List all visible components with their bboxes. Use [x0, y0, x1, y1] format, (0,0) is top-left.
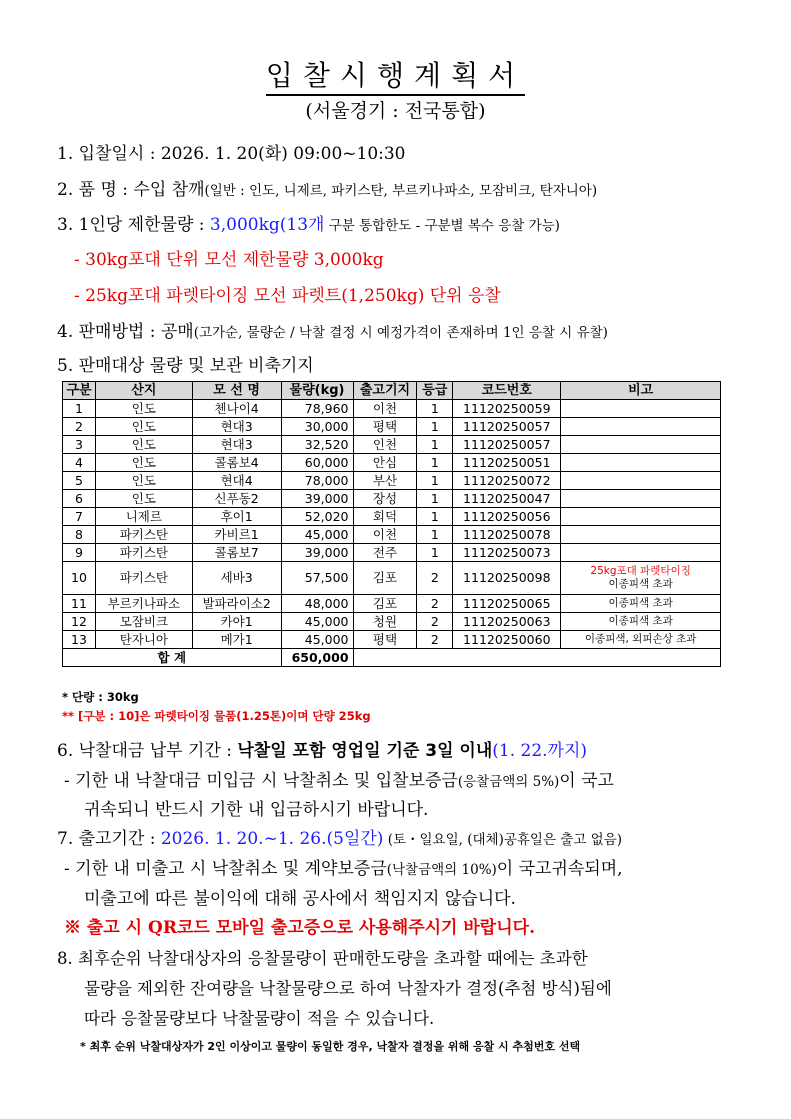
cell-depot: 회덕 [353, 508, 417, 526]
cell-no: 2 [63, 418, 96, 436]
item-8-footnote: * 최후 순위 낙찰대상자가 2인 이상이고 물량이 동일한 경우, 낙찰자 결정을 위해 응찰 시 추첨번호 선택 [80, 1040, 581, 1053]
cell-depot: 평택 [353, 631, 417, 649]
cell-ship: 카야1 [192, 613, 281, 631]
cell-origin: 모잠비크 [95, 613, 192, 631]
cell-ship: 콜롬보4 [192, 454, 281, 472]
cell-no: 8 [63, 526, 96, 544]
cell-qty: 45,000 [281, 613, 353, 631]
cell-no: 6 [63, 490, 96, 508]
cell-origin: 인도 [95, 490, 192, 508]
cell-note [561, 418, 721, 436]
cell-code: 11120250057 [453, 436, 561, 454]
cell-no: 4 [63, 454, 96, 472]
cell-code: 11120250056 [453, 508, 561, 526]
cell-origin: 니제르 [95, 508, 192, 526]
cell-code: 11120250078 [453, 526, 561, 544]
pallet-note: ** [구분 : 10]은 파렛타이징 물품(1.25톤)이며 단량 25kg [62, 709, 371, 723]
cell-depot: 부산 [353, 472, 417, 490]
unit-note: * 단량 : 30kg [62, 690, 139, 704]
total-qty: 650,000 [281, 649, 353, 667]
cell-no: 3 [63, 436, 96, 454]
cell-code: 11120250051 [453, 454, 561, 472]
header-cell: 물량(kg) [281, 382, 353, 400]
cell-note [561, 544, 721, 562]
cell-note [561, 508, 721, 526]
cell-origin: 부르키나파소 [95, 595, 192, 613]
cell-ship: 콜롬보7 [192, 544, 281, 562]
cell-qty: 39,000 [281, 490, 353, 508]
item-3-sub-30kg: - 30kg포대 단위 모선 제한물량 3,000kg [74, 250, 384, 270]
cell-code: 11120250072 [453, 472, 561, 490]
qr-notice: ※ 출고 시 QR코드 모바일 출고증으로 사용해주시기 바랍니다. [64, 918, 535, 938]
cell-ship: 세바3 [192, 562, 281, 595]
item-8-line3: 따라 응찰물량보다 낙찰물량이 적을 수 있습니다. [84, 1009, 435, 1028]
cell-grade: 1 [417, 508, 453, 526]
cell-ship: 발파라이소2 [192, 595, 281, 613]
header-cell: 등급 [417, 382, 453, 400]
cell-no: 10 [63, 562, 96, 595]
cell-note [561, 526, 721, 544]
cell-qty: 30,000 [281, 418, 353, 436]
item-3-sub-25kg: - 25kg포대 파렛타이징 모선 파렛트(1,250kg) 단위 응찰 [74, 286, 501, 306]
table-row [63, 544, 721, 562]
note-line-2: 이종피색, 외피손상 초과 [584, 633, 697, 645]
header-cell: 출고기지 [353, 382, 417, 400]
table-row [63, 418, 721, 436]
cell-qty: 32,520 [281, 436, 353, 454]
cell-qty: 60,000 [281, 454, 353, 472]
cell-note [561, 595, 721, 613]
cell-depot: 김포 [353, 562, 417, 595]
cell-ship: 카비르1 [192, 526, 281, 544]
table-row [63, 595, 721, 613]
cell-grade: 2 [417, 562, 453, 595]
cell-code: 11120250059 [453, 400, 561, 418]
table-row [63, 508, 721, 526]
cell-grade: 1 [417, 454, 453, 472]
header-cell: 산지 [95, 382, 192, 400]
item-7-release: 7. 출고기간 : 2026. 1. 20.~1. 26.(5일간) (토・일요일, (대체)공휴일은 출고 없음) [57, 829, 623, 849]
header-cell: 구분 [63, 382, 96, 400]
table-row [63, 631, 721, 649]
cell-origin: 인도 [95, 454, 192, 472]
cell-grade: 1 [417, 418, 453, 436]
cell-origin: 인도 [95, 436, 192, 454]
cell-ship: 신푸동2 [192, 490, 281, 508]
item-6-sub-line1: - 기한 내 낙찰대금 미입금 시 낙찰취소 및 입찰보증금(응찰금액의 5%)이 국고 [64, 771, 614, 791]
cell-no: 11 [63, 595, 96, 613]
cell-depot: 전주 [353, 544, 417, 562]
cell-grade: 1 [417, 472, 453, 490]
cell-depot: 안심 [353, 454, 417, 472]
cell-code: 11120250060 [453, 631, 561, 649]
cell-code: 11120250065 [453, 595, 561, 613]
item-4-method: 4. 판매방법 : 공매(고가순, 물량순 / 낙찰 결정 시 예정가격이 존재하며 1인 응찰 시 유찰) [57, 322, 608, 342]
cell-depot: 이천 [353, 400, 417, 418]
cell-no: 7 [63, 508, 96, 526]
cell-origin: 인도 [95, 472, 192, 490]
cell-no: 13 [63, 631, 96, 649]
item-8-line1: 8. 최후순위 낙찰대상자의 응찰물량이 판매한도량을 초과할 때에는 초과한 [57, 949, 588, 968]
cell-depot: 장성 [353, 490, 417, 508]
cell-qty: 78,960 [281, 400, 353, 418]
cell-qty: 57,500 [281, 562, 353, 595]
sales-table [62, 381, 721, 667]
table-row [63, 436, 721, 454]
cell-ship: 현대3 [192, 418, 281, 436]
cell-note [561, 454, 721, 472]
cell-code: 11120250098 [453, 562, 561, 595]
table-row [63, 613, 721, 631]
cell-no: 12 [63, 613, 96, 631]
cell-grade: 2 [417, 613, 453, 631]
cell-qty: 78,000 [281, 472, 353, 490]
cell-note [561, 436, 721, 454]
note-line-1: 25kg포대 파렛타이징 [590, 565, 691, 577]
cell-depot: 청원 [353, 613, 417, 631]
cell-note [561, 490, 721, 508]
cell-origin: 인도 [95, 418, 192, 436]
cell-ship: 메가1 [192, 631, 281, 649]
cell-depot: 김포 [353, 595, 417, 613]
item-6-sub-line2: 귀속되니 반드시 기한 내 입금하시기 바랍니다. [84, 800, 429, 820]
item-7-sub-line1: - 기한 내 미출고 시 낙찰취소 및 계약보증금(낙찰금액의 10%)이 국고귀속되며, [64, 859, 623, 879]
table-row [63, 562, 721, 595]
cell-grade: 2 [417, 631, 453, 649]
table-row [63, 490, 721, 508]
cell-grade: 2 [417, 595, 453, 613]
cell-depot: 인천 [353, 436, 417, 454]
cell-origin: 파키스탄 [95, 544, 192, 562]
cell-ship: 첸나이4 [192, 400, 281, 418]
cell-grade: 1 [417, 400, 453, 418]
cell-grade: 1 [417, 436, 453, 454]
cell-origin: 파키스탄 [95, 526, 192, 544]
cell-origin: 탄자니아 [95, 631, 192, 649]
document-subtitle: (서울경기 : 전국통합) [305, 100, 486, 122]
item-2-product: 2. 품 명 : 수입 참깨(일반 : 인도, 니제르, 파키스탄, 부르키나파소, 모잠비크, 탄자니아) [57, 180, 598, 200]
table-total-row [63, 649, 721, 667]
table-row [63, 454, 721, 472]
cell-no: 9 [63, 544, 96, 562]
cell-note [561, 562, 721, 595]
cell-ship: 현대4 [192, 472, 281, 490]
note-line-2: 이종피색 초과 [608, 615, 673, 627]
item-8-line2: 물량을 제외한 잔여량을 낙찰물량으로 하여 낙찰자가 결정(추첨 방식)됨에 [84, 979, 612, 998]
cell-grade: 1 [417, 490, 453, 508]
item-7-sub-line2: 미출고에 따른 불이익에 대해 공사에서 책임지지 않습니다. [84, 889, 516, 909]
table-row [63, 526, 721, 544]
cell-qty: 52,020 [281, 508, 353, 526]
cell-ship: 현대3 [192, 436, 281, 454]
cell-no: 5 [63, 472, 96, 490]
total-label: 합 계 [63, 649, 282, 667]
cell-qty: 39,000 [281, 544, 353, 562]
header-cell: 비고 [561, 382, 721, 400]
header-cell: 코드번호 [453, 382, 561, 400]
cell-qty: 45,000 [281, 631, 353, 649]
cell-note [561, 472, 721, 490]
note-line-2: 이종피색 초과 [608, 578, 673, 590]
item-1-bid-date: 1. 입찰일시 : 2026. 1. 20(화) 09:00~10:30 [57, 144, 406, 164]
table-header-row [63, 382, 721, 400]
cell-code: 11120250063 [453, 613, 561, 631]
note-line-2: 이종피색 초과 [608, 597, 673, 609]
cell-grade: 1 [417, 526, 453, 544]
cell-note [561, 613, 721, 631]
cell-origin: 인도 [95, 400, 192, 418]
table-row [63, 472, 721, 490]
cell-grade: 1 [417, 544, 453, 562]
cell-ship: 후이1 [192, 508, 281, 526]
cell-origin: 파키스탄 [95, 562, 192, 595]
cell-qty: 48,000 [281, 595, 353, 613]
cell-qty: 45,000 [281, 526, 353, 544]
cell-depot: 평택 [353, 418, 417, 436]
cell-note [561, 400, 721, 418]
header-cell: 모 선 명 [192, 382, 281, 400]
item-3-limit: 3. 1인당 제한물량 : 3,000kg(13개 구분 통합한도 - 구분별 복수 응찰 가능) [57, 215, 560, 235]
cell-depot: 이천 [353, 526, 417, 544]
cell-no: 1 [63, 400, 96, 418]
document-title: 입찰시행계획서 [0, 54, 791, 94]
cell-code: 11120250057 [453, 418, 561, 436]
table-row [63, 400, 721, 418]
cell-code: 11120250073 [453, 544, 561, 562]
item-5-heading: 5. 판매대상 물량 및 보관 비축기지 [57, 356, 314, 376]
item-6-payment: 6. 낙찰대금 납부 기간 : 낙찰일 포함 영업일 기준 3일 이내(1. 22.까지) [57, 741, 588, 761]
cell-code: 11120250047 [453, 490, 561, 508]
cell-note [561, 631, 721, 649]
